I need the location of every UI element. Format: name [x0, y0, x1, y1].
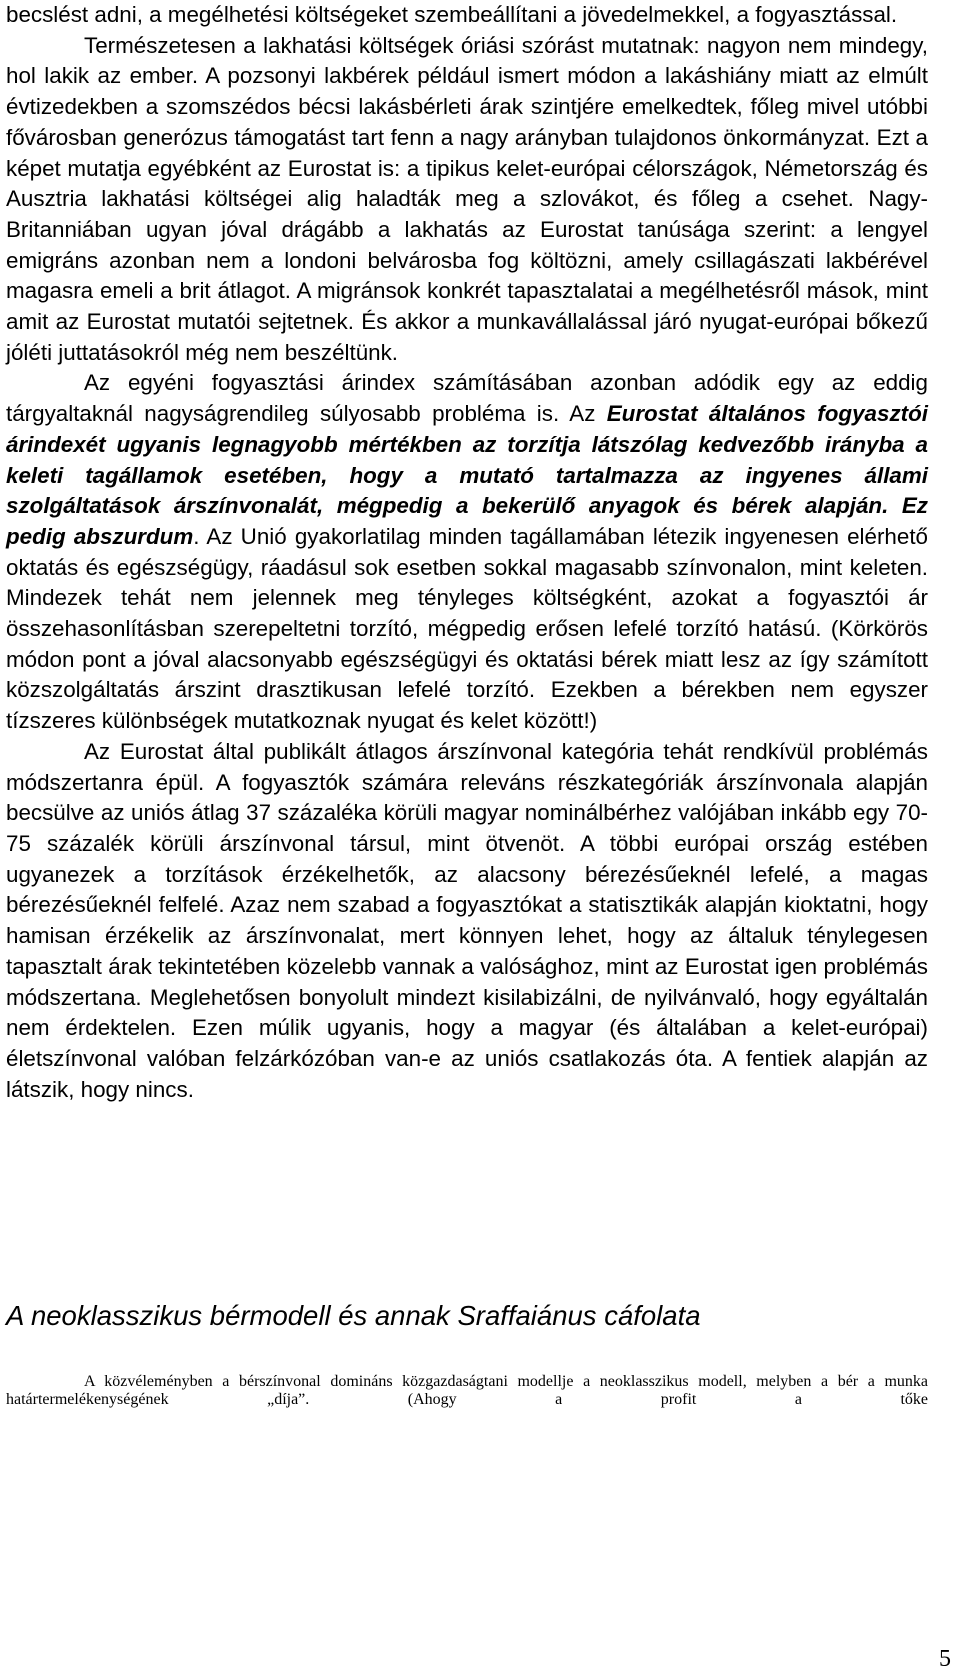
paragraph-methodology: Az Eurostat által publikált átlagos árszínvonal kategória tehát rendkívül problémás módszertanra épül. A fogyasztók számára releváns részkategóriák árszínvonala alapján becsülve az uniós átlag 37 százaléka körüli magyar nominálbérhez valójában inkább egy 70-75 százalék körüli árszínvonal társul, mint ötvenöt. A többi európai ország estében ugyanezek a torzítások érzékelhetők, az alacsony bérezésűeknél lefelé, a magas bérezésűeknél felfelé. Azaz nem szabad a fogyasztókat a statisztikák alapján kioktatni, hogy hamisan érzékelik az árszínvonalat, mert könnyen lehet, hogy az általuk ténylegesen tapasztalt árak tekintetében közelebb vannak a valósághoz, mint az Eurostat igen problémás módszertana. Meglehetősen bonyolult mindezt kisilabizálni, de nyilvánvaló, hogy egyáltalán nem érdektelen. Ezen múlik ugyanis, hogy a magyar (és általában a kelet-európai) életszínvonal valóban felzárkózóban van-e az uniós csatlakozás óta. A fentiek alapján az látszik, hogy nincs.	[6, 738, 928, 1102]
paragraph-wage-model: A közvéleményben a bérszínvonal domináns közgazdaságtani modellje a neoklasszikus modell, melyben a bér a munka határtermelékenységének „díja”. (Ahogy a profit a tőke	[6, 1373, 928, 1408]
paragraph-housing-costs: Természetesen a lakhatási költségek óriási szórást mutatnak: nagyon nem mindegy, hol lakik az ember. A pozsonyi lakbérek például ismert módon a lakáshiány miatt az elmúlt évtizedekben a szomszédos bécsi lakásbérleti árak szintjére emelkedtek, főleg mivel utóbbi fővárosban generózus támogatást tart fenn a nagy arányban tulajdonos önkormányzat. Ezt a képet mutatja egyébként az Eurostat is: a tipikus kelet-európai célországok, Németország és Ausztria lakhatási költségei alig haladták meg a szlovákot, és főleg a csehet. Nagy-Britanniában ugyan jóval drágább a lakhatás az Eurostat tanúsága szerint: a lengyel emigráns azonban nem a londoni belvárosba fog költözni, amely csillagászati lakbérével magasra emeli a brit átlagot. A migránsok konkrét tapasztalatai a megélhetésről mások, mint amit az Eurostat mutatói sejtetnek. És akkor a munkavállalással járó nyugat-európai bőkezű jóléti juttatásokról még nem beszéltünk.	[6, 32, 928, 365]
emphasis-bold-italic: Eurostat általános fogyasztói árindexét ugyanis legnagyobb mértékben az torzítja látszólag kedvezőbb irányba a keleti tagállamok esetében, hogy a mutató tartalmazza az ingyenes állami szolgáltatások árszínvonalát, mégpedig a bekerülő anyagok és bérek alapján. Ez pedig abszurdum	[6, 401, 928, 549]
paragraph-continued: becslést adni, a megélhetési költségeket szembeállítani a jövedelmekkel, a fogyasztással.	[6, 2, 898, 27]
section-heading: A neoklasszikus bérmodell és annak Sraffaiánus cáfolata	[6, 1300, 701, 1331]
page-number: 5	[939, 1646, 951, 1672]
paragraph-price-index: Az egyéni fogyasztási árindex számításában azonban adódik egy az eddig tárgyaltaknál nagyságrendileg súlyosabb probléma is. Az Eurostat általános fogyasztói árindexét ugyanis legnagyobb mértékben az torzítja látszólag kedvezőbb irányba a keleti tagállamok esetében, hogy a mutató tartalmazza az ingyenes állami szolgáltatások árszínvonalát, mégpedig a bekerülő anyagok és bérek alapján. Ez pedig abszurdum. Az Unió gyakorlatilag minden tagállamában létezik ingyenesen elérhető oktatás és egészségügy, ráadásul sok esetben sokkal magasabb színvonalon, mint keleten. Mindezek tehát nem jelennek meg tényleges költségként, azokat a fogyasztói ár összehasonlításban szerepeltetni torzító, mégpedig erősen lefelé torzító hatású. (Körkörös módon pont a jóval alacsonyabb egészségügyi és oktatási bérek miatt lesz az így számított közszolgáltatás árszint drasztikusan lefelé torzító. Ezekben a bérekben nem egyszer tízszeres különbségek mutatkoznak nyugat és kelet között!)	[6, 370, 929, 734]
document-page	[6, 0, 928, 1105]
